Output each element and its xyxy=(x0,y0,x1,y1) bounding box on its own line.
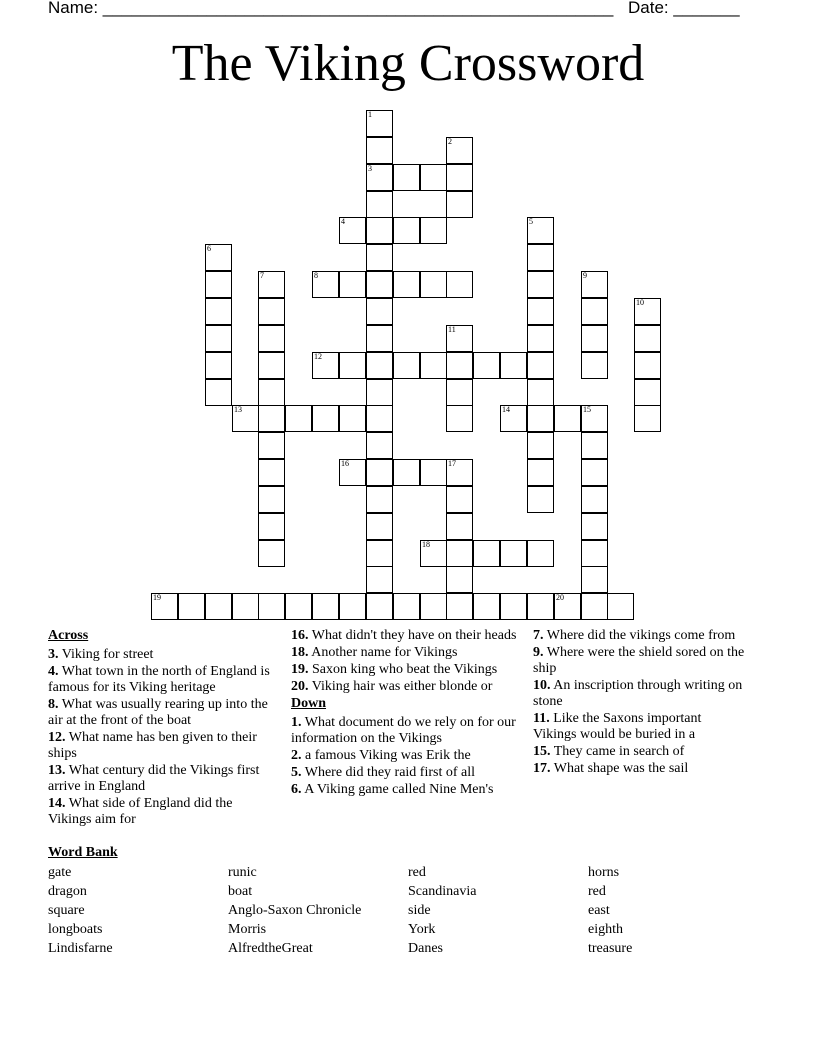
grid-cell[interactable] xyxy=(527,244,554,271)
word-bank-title: Word Bank xyxy=(48,845,118,860)
clue-number: 5. xyxy=(291,765,302,780)
clue xyxy=(48,796,278,828)
clue xyxy=(291,645,521,661)
word-bank-word: dragon xyxy=(48,884,87,899)
clue-number: 5 xyxy=(529,217,533,226)
down-heading: Down xyxy=(291,696,327,711)
grid-cell[interactable] xyxy=(339,352,366,379)
clue-number: 9. xyxy=(533,645,544,660)
clue-number: 7 xyxy=(260,271,264,280)
grid-cell[interactable] xyxy=(366,432,393,459)
grid-cell[interactable] xyxy=(393,271,420,298)
grid-cell[interactable] xyxy=(258,540,285,567)
grid-cell[interactable] xyxy=(446,566,473,593)
grid-cell[interactable] xyxy=(446,271,473,298)
grid-cell[interactable] xyxy=(258,432,285,459)
word-bank-word: treasure xyxy=(588,941,633,956)
clue xyxy=(48,763,278,795)
grid-cell[interactable] xyxy=(232,405,259,432)
clue-number: 16 xyxy=(341,459,349,468)
word-bank-word: Danes xyxy=(408,941,443,956)
page-title: The Viking Crossword xyxy=(171,35,645,92)
grid-cell[interactable] xyxy=(339,217,366,244)
grid-cell[interactable] xyxy=(420,593,447,620)
clue-number: 12. xyxy=(48,730,66,745)
clue-number: 16. xyxy=(291,628,309,643)
clue-number: 8 xyxy=(314,271,318,280)
grid-cell[interactable] xyxy=(205,593,232,620)
clue-text: An inscription through writing on stone xyxy=(533,678,743,709)
clue-text: Where did they raid first of all xyxy=(301,765,476,780)
clue-text: Another name for Vikings xyxy=(308,645,458,660)
clue-number: 18 xyxy=(422,540,430,549)
grid-cell[interactable] xyxy=(581,271,608,298)
grid-cell[interactable] xyxy=(446,325,473,352)
grid-cell[interactable] xyxy=(285,593,312,620)
clue-number: 11. xyxy=(533,711,550,726)
grid-cell[interactable] xyxy=(366,298,393,325)
grid-cell[interactable] xyxy=(312,593,339,620)
grid-cell[interactable] xyxy=(446,379,473,406)
grid-cell[interactable] xyxy=(527,298,554,325)
grid-cell[interactable] xyxy=(366,352,393,379)
grid-cell[interactable] xyxy=(366,379,393,406)
clue-number: 2 xyxy=(448,137,452,146)
clue-text: What didn't they have on their heads xyxy=(308,628,517,643)
clue xyxy=(291,765,521,781)
clue-number: 13 xyxy=(234,405,242,414)
clue-text: What was usually rearing up into the air at the front of the boat xyxy=(48,697,268,728)
word-bank-word: red xyxy=(588,884,606,899)
grid-cell[interactable] xyxy=(312,271,339,298)
grid-cell[interactable] xyxy=(527,271,554,298)
grid-cell[interactable] xyxy=(312,405,339,432)
grid-cell[interactable] xyxy=(527,217,554,244)
clue-number: 10 xyxy=(636,298,644,307)
grid-cell[interactable] xyxy=(178,593,205,620)
clues-column-1 xyxy=(48,628,278,829)
grid-cell[interactable] xyxy=(258,513,285,540)
grid-cell[interactable] xyxy=(446,459,473,486)
grid-cell[interactable] xyxy=(420,164,447,191)
clue-text: What town in the north of England is famous for its Viking heritage xyxy=(48,664,270,695)
grid-cell[interactable] xyxy=(634,298,661,325)
grid-cell[interactable] xyxy=(258,593,285,620)
clue-number: 20 xyxy=(556,593,564,602)
clue xyxy=(48,697,278,729)
grid-cell[interactable] xyxy=(366,271,393,298)
clue-text: Where did the vikings come from xyxy=(543,628,736,643)
clue-number: 12 xyxy=(314,352,322,361)
word-bank-word: horns xyxy=(588,865,620,880)
grid-cell[interactable] xyxy=(258,298,285,325)
clue-number: 14 xyxy=(502,405,510,414)
grid-cell[interactable] xyxy=(393,352,420,379)
clue-number: 11 xyxy=(448,325,456,334)
grid-cell[interactable] xyxy=(205,325,232,352)
clue xyxy=(291,628,521,644)
grid-cell[interactable] xyxy=(527,325,554,352)
grid-cell[interactable] xyxy=(205,352,232,379)
grid-cell[interactable] xyxy=(446,352,473,379)
clue-number: 4 xyxy=(341,217,345,226)
grid-cell[interactable] xyxy=(527,540,554,567)
grid-cell[interactable] xyxy=(366,566,393,593)
word-bank-word: gate xyxy=(48,865,72,880)
grid-cell[interactable] xyxy=(393,217,420,244)
grid-cell[interactable] xyxy=(634,405,661,432)
clue xyxy=(291,748,521,764)
grid-cell[interactable] xyxy=(446,593,473,620)
grid-cell[interactable] xyxy=(527,459,554,486)
grid-cell[interactable] xyxy=(205,298,232,325)
grid-cell[interactable] xyxy=(446,405,473,432)
grid-cell[interactable] xyxy=(554,405,581,432)
grid-cell[interactable] xyxy=(258,486,285,513)
grid-cell[interactable] xyxy=(581,566,608,593)
grid-cell[interactable] xyxy=(473,540,500,567)
grid-cell[interactable] xyxy=(366,513,393,540)
grid-cell[interactable] xyxy=(232,593,259,620)
word-bank-word: AlfredtheGreat xyxy=(228,941,313,956)
grid-cell[interactable] xyxy=(500,352,527,379)
grid-cell[interactable] xyxy=(473,352,500,379)
word-bank-word: boat xyxy=(228,884,253,899)
clue-number: 2. xyxy=(291,748,302,763)
clue-text: What shape was the sail xyxy=(550,761,689,776)
grid-cell[interactable] xyxy=(446,540,473,567)
clue xyxy=(533,744,748,760)
clue-number: 7. xyxy=(533,628,544,643)
grid-cell[interactable] xyxy=(634,352,661,379)
clue xyxy=(291,715,521,747)
grid-cell[interactable] xyxy=(366,593,393,620)
clue xyxy=(533,761,748,777)
clue-number: 18. xyxy=(291,645,309,660)
word-bank-word: runic xyxy=(228,865,257,880)
clue-number: 19. xyxy=(291,662,309,677)
grid-cell[interactable] xyxy=(581,432,608,459)
grid-cell[interactable] xyxy=(446,191,473,218)
clue-text: What document do we rely on for our information on the Vikings xyxy=(291,715,516,746)
clue-number: 19 xyxy=(153,593,161,602)
grid-cell[interactable] xyxy=(581,513,608,540)
word-bank-word: red xyxy=(408,865,426,880)
across-clue-list xyxy=(48,647,278,828)
grid-cell[interactable] xyxy=(500,593,527,620)
grid-cell[interactable] xyxy=(581,405,608,432)
grid-cell[interactable] xyxy=(393,164,420,191)
grid-cell[interactable] xyxy=(339,593,366,620)
clue-number: 3. xyxy=(48,647,59,662)
clue-text: a famous Viking was Erik the xyxy=(301,748,471,763)
down-clue-list-continued xyxy=(533,628,748,777)
clues-column-2 xyxy=(291,628,521,799)
grid-cell[interactable] xyxy=(366,325,393,352)
clue-number: 15 xyxy=(583,405,591,414)
grid-cell[interactable] xyxy=(527,379,554,406)
grid-cell[interactable] xyxy=(258,352,285,379)
grid-cell[interactable] xyxy=(393,459,420,486)
clue-number: 1. xyxy=(291,715,302,730)
clue-number: 20. xyxy=(291,679,309,694)
word-bank-word: square xyxy=(48,903,85,918)
across-clue-list-continued xyxy=(291,628,521,695)
name-field-label: Name: ______________________________________________________ xyxy=(48,0,614,17)
grid-cell[interactable] xyxy=(500,405,527,432)
clue xyxy=(533,645,748,677)
grid-cell[interactable] xyxy=(420,271,447,298)
clue xyxy=(291,662,521,678)
grid-cell[interactable] xyxy=(420,217,447,244)
word-bank-word: York xyxy=(408,922,436,937)
word-bank-word: eighth xyxy=(588,922,623,937)
grid-cell[interactable] xyxy=(205,271,232,298)
grid-cell[interactable] xyxy=(366,459,393,486)
grid-cell[interactable] xyxy=(446,137,473,164)
clue-number: 17 xyxy=(448,459,456,468)
grid-cell[interactable] xyxy=(258,325,285,352)
grid-cell[interactable] xyxy=(473,593,500,620)
grid-cell[interactable] xyxy=(527,352,554,379)
clue-number: 17. xyxy=(533,761,551,776)
grid-cell[interactable] xyxy=(634,379,661,406)
grid-cell[interactable] xyxy=(366,164,393,191)
word-bank-column xyxy=(228,863,408,958)
word-bank-column xyxy=(588,863,768,958)
clue-text: What name has ben given to their ships xyxy=(48,730,257,761)
grid-cell[interactable] xyxy=(366,486,393,513)
grid-cell[interactable] xyxy=(151,593,178,620)
grid-cell[interactable] xyxy=(581,325,608,352)
grid-cell[interactable] xyxy=(527,432,554,459)
word-bank-word: Lindisfarne xyxy=(48,941,113,956)
grid-cell[interactable] xyxy=(205,244,232,271)
grid-cell[interactable] xyxy=(581,486,608,513)
date-field-label: Date: _______ xyxy=(628,0,740,17)
word-bank-column xyxy=(408,863,588,958)
grid-cell[interactable] xyxy=(258,459,285,486)
clue-number: 15. xyxy=(533,744,551,759)
word-bank-word: longboats xyxy=(48,922,103,937)
grid-cell[interactable] xyxy=(581,593,608,620)
clue-number: 6. xyxy=(291,782,302,797)
clue-number: 14. xyxy=(48,796,66,811)
grid-cell[interactable] xyxy=(339,271,366,298)
grid-cell[interactable] xyxy=(420,540,447,567)
grid-cell[interactable] xyxy=(366,540,393,567)
grid-cell[interactable] xyxy=(527,486,554,513)
grid-cell[interactable] xyxy=(634,325,661,352)
clue xyxy=(533,628,748,644)
down-clue-list xyxy=(291,715,521,798)
grid-cell[interactable] xyxy=(285,405,312,432)
grid-cell[interactable] xyxy=(366,137,393,164)
grid-cell[interactable] xyxy=(446,164,473,191)
grid-cell[interactable] xyxy=(258,379,285,406)
grid-cell[interactable] xyxy=(312,352,339,379)
grid-cell[interactable] xyxy=(339,405,366,432)
grid-cell[interactable] xyxy=(205,379,232,406)
clue-text: Like the Saxons important Vikings would be buried in a xyxy=(533,711,702,742)
clue-text: What century did the Vikings first arrive in England xyxy=(48,763,260,794)
grid-cell[interactable] xyxy=(581,459,608,486)
grid-cell[interactable] xyxy=(581,352,608,379)
grid-cell[interactable] xyxy=(366,244,393,271)
grid-cell[interactable] xyxy=(339,459,366,486)
grid-cell[interactable] xyxy=(393,593,420,620)
grid-cell[interactable] xyxy=(366,217,393,244)
clue xyxy=(291,782,521,798)
grid-cell[interactable] xyxy=(581,540,608,567)
grid-cell[interactable] xyxy=(366,191,393,218)
clue-text: Viking for street xyxy=(58,647,154,662)
grid-cell[interactable] xyxy=(446,486,473,513)
clue-text: A Viking game called Nine Men's xyxy=(301,782,494,797)
word-bank-column xyxy=(48,863,228,958)
clue-number: 13. xyxy=(48,763,66,778)
clue-number: 10. xyxy=(533,678,551,693)
across-heading: Across xyxy=(48,628,89,643)
grid-cell[interactable] xyxy=(258,271,285,298)
clue-text: What side of England did the Vikings aim for xyxy=(48,796,233,827)
grid-cell[interactable] xyxy=(527,405,554,432)
clue-number: 4. xyxy=(48,664,59,679)
clue-text: They came in search of xyxy=(550,744,685,759)
clue xyxy=(48,664,278,696)
word-bank-word: east xyxy=(588,903,610,918)
grid-cell[interactable] xyxy=(420,352,447,379)
grid-cell[interactable] xyxy=(420,459,447,486)
clue-number: 9 xyxy=(583,271,587,280)
clue xyxy=(48,730,278,762)
clue-number: 8. xyxy=(48,697,59,712)
grid-cell[interactable] xyxy=(554,593,581,620)
word-bank-word: Anglo-Saxon Chronicle xyxy=(228,903,362,918)
clues-column-3 xyxy=(533,628,748,778)
clue-text: Saxon king who beat the Vikings xyxy=(308,662,498,677)
grid-cell[interactable] xyxy=(258,405,285,432)
word-bank-word: Morris xyxy=(228,922,267,937)
clue-number: 1 xyxy=(368,110,372,119)
clue xyxy=(48,647,278,663)
clue-number: 3 xyxy=(368,164,372,173)
grid-cell[interactable] xyxy=(581,298,608,325)
clue xyxy=(291,679,521,695)
word-bank-word: Scandinavia xyxy=(408,884,477,899)
grid-cell[interactable] xyxy=(366,110,393,137)
clue-number: 6 xyxy=(207,244,211,253)
grid-cell[interactable] xyxy=(446,513,473,540)
clue-text: Where were the shield sored on the ship xyxy=(533,645,745,676)
grid-cell[interactable] xyxy=(366,405,393,432)
clue xyxy=(533,711,748,743)
clue-text: Viking hair was either blonde or xyxy=(308,679,493,694)
word-bank-word: side xyxy=(408,903,431,918)
clue xyxy=(533,678,748,710)
grid-cell[interactable] xyxy=(607,593,634,620)
grid-cell[interactable] xyxy=(500,540,527,567)
grid-cell[interactable] xyxy=(527,593,554,620)
